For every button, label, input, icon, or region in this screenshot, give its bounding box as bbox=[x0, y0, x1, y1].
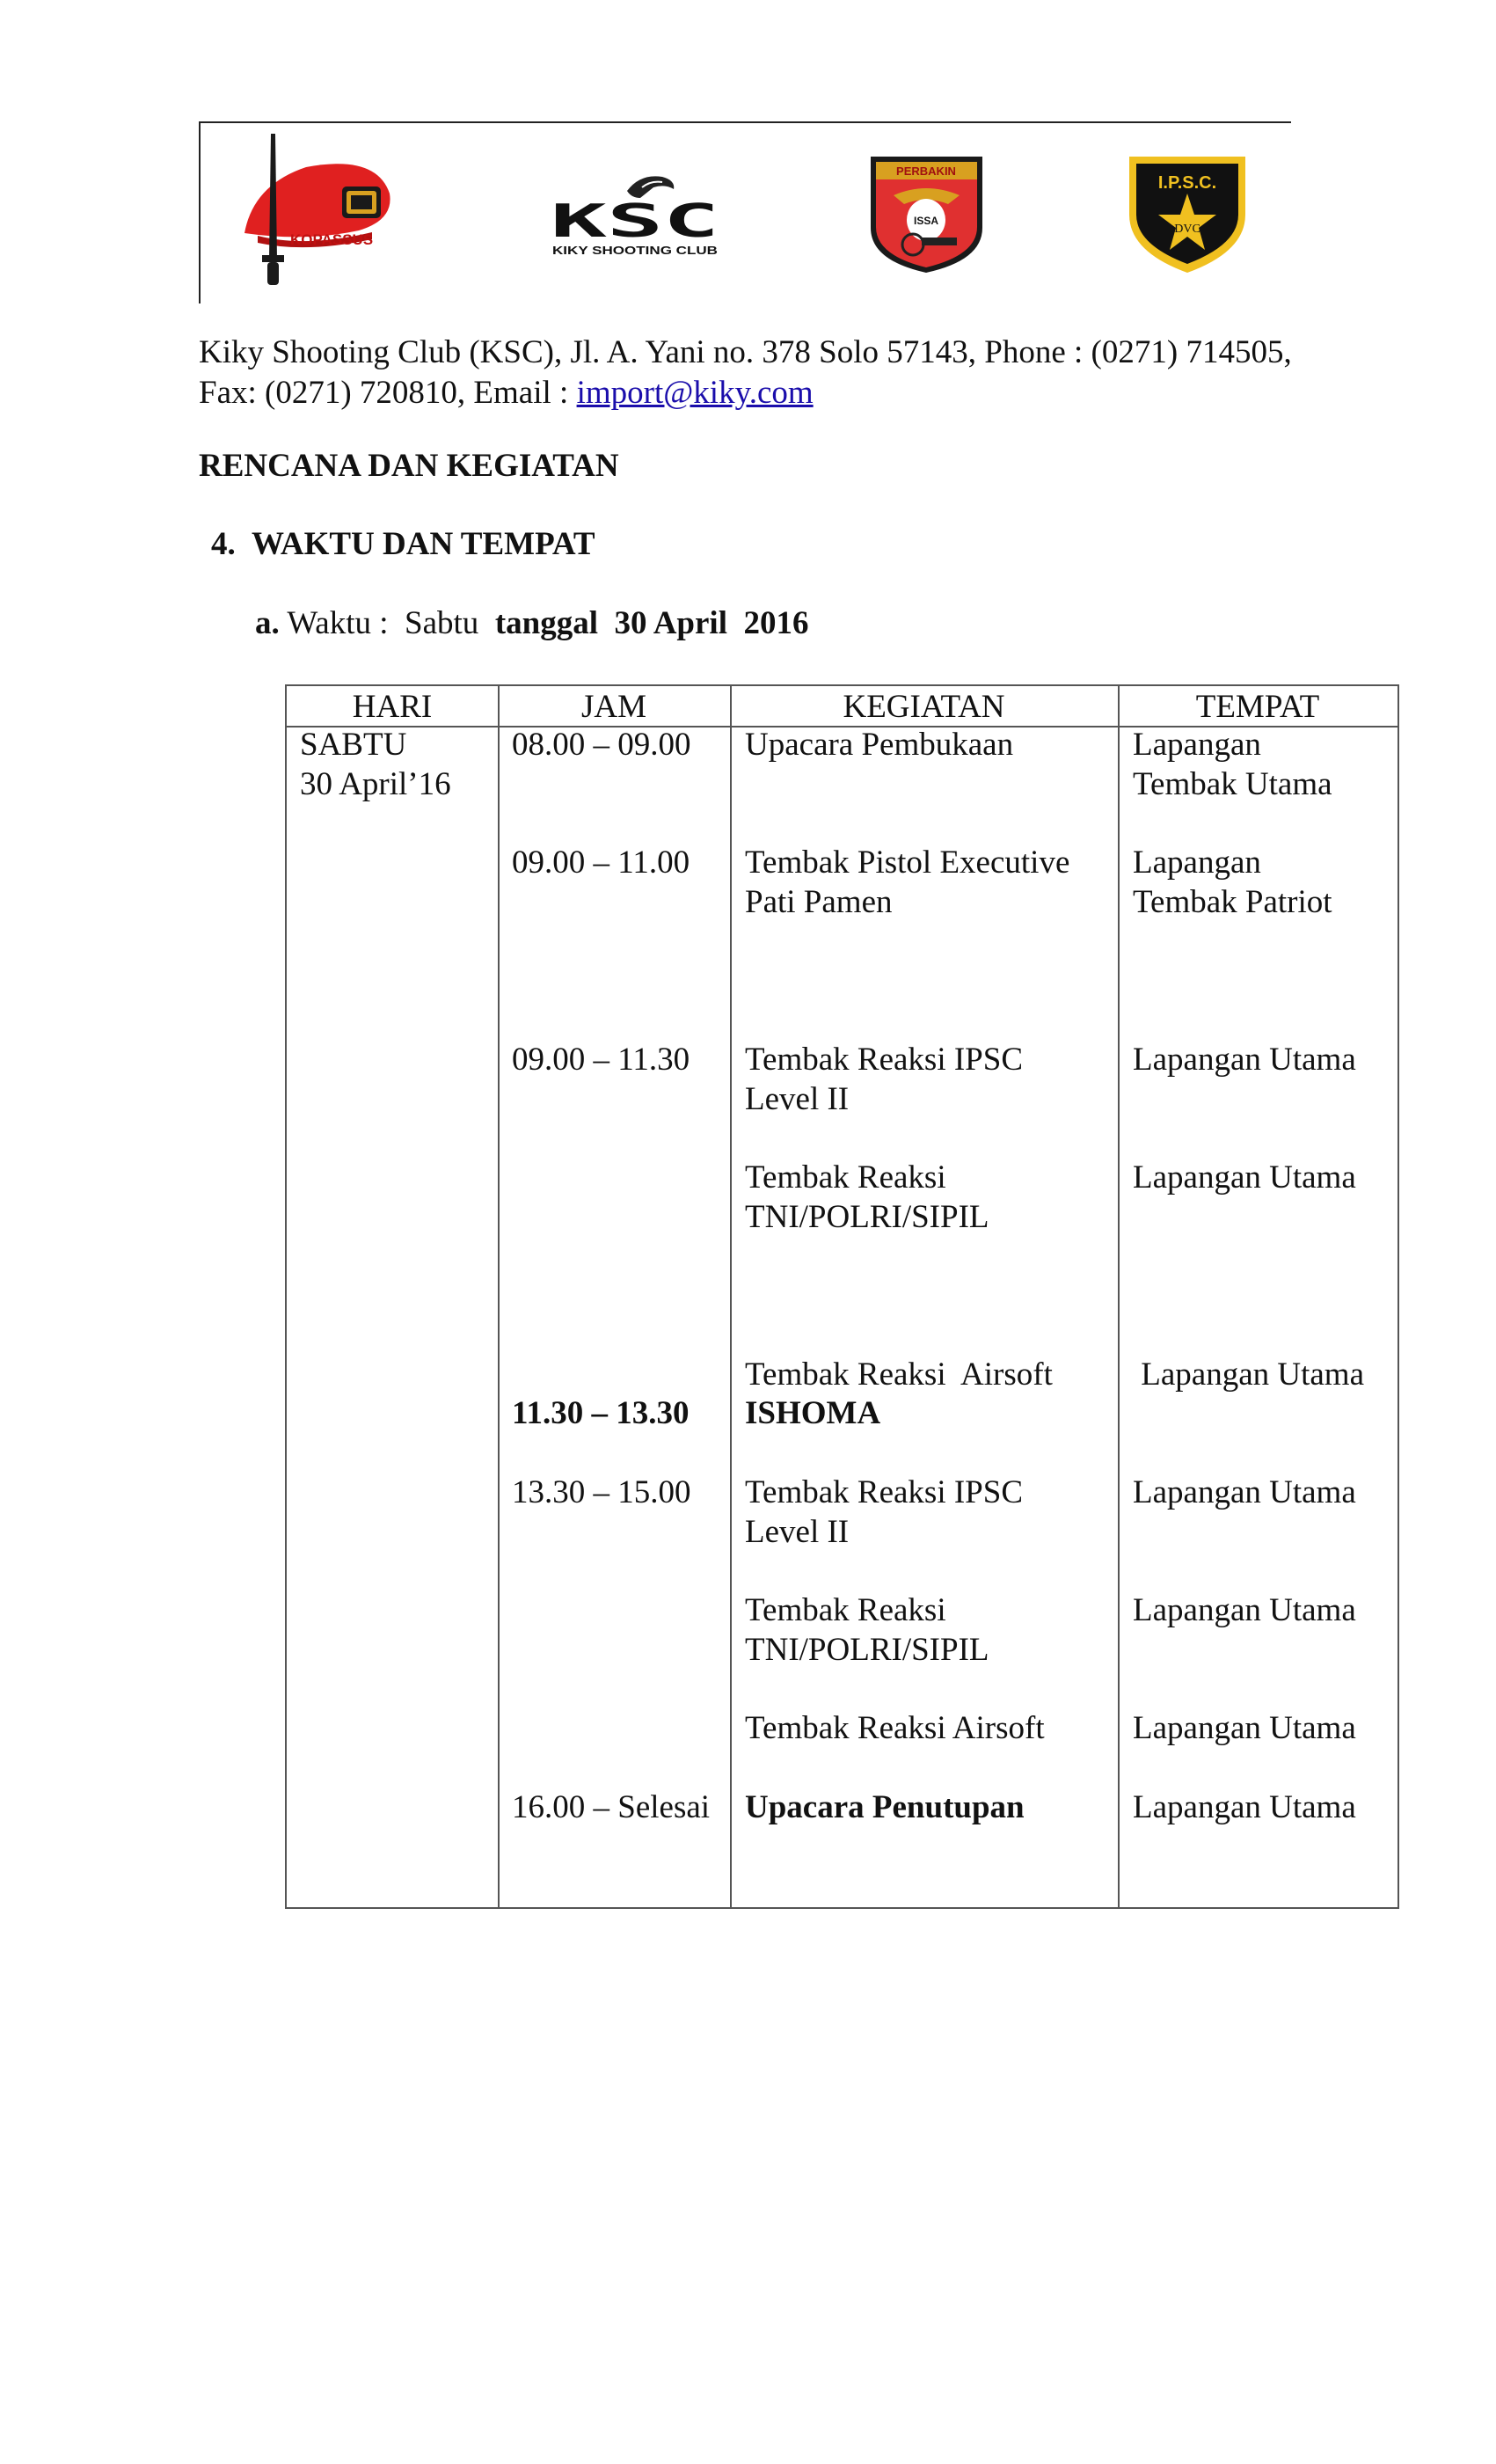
tempat-line: Lapangan Utama bbox=[1133, 1789, 1356, 1825]
hari-date: 30 April’16 bbox=[300, 766, 451, 802]
kopassus-logo-text: KOPASSUS bbox=[290, 231, 374, 248]
tempat-line: Lapangan Utama bbox=[1133, 1710, 1356, 1746]
tempat-cell bbox=[1133, 1473, 1356, 1512]
tempat-line: Lapangan Utama bbox=[1133, 1356, 1364, 1393]
section-heading bbox=[211, 525, 595, 563]
kegiatan-line: Tembak Reaksi Airsoft bbox=[745, 1710, 1045, 1746]
time-date: 30 April 2016 bbox=[614, 605, 809, 641]
perbakin-logo-subtext: ISSA bbox=[913, 215, 939, 227]
perbakin-logo bbox=[867, 153, 986, 276]
jam-cell: 09.00 – 11.00 bbox=[512, 844, 690, 881]
kegiatan-cell bbox=[745, 1393, 880, 1433]
time-text: Waktu : Sabtu bbox=[279, 605, 495, 641]
kegiatan-line: Tembak Reaksi bbox=[745, 1592, 946, 1628]
time-label: a. bbox=[255, 605, 280, 641]
column-header-hari: HARI bbox=[352, 689, 433, 725]
tempat-line: Lapangan Utama bbox=[1133, 1474, 1356, 1510]
ipsc-logo-text: I.P.S.C. bbox=[1157, 173, 1217, 193]
jam-cell: 08.00 – 09.00 bbox=[512, 727, 691, 763]
column-header-tempat: TEMPAT bbox=[1195, 689, 1320, 725]
tempat-line: Tembak Utama bbox=[1133, 766, 1332, 802]
jam-cell: 16.00 – Selesai bbox=[512, 1789, 711, 1825]
contact-address-line: Kiky Shooting Club (KSC), Jl. A. Yani no. 378 Solo 57143, Phone : (0271) 714505, bbox=[199, 334, 1292, 370]
email-link[interactable]: import@kiky.com bbox=[576, 375, 814, 411]
contact-fax-email-line bbox=[199, 373, 1368, 413]
jam-cell: 11.30 – 13.30 bbox=[512, 1395, 690, 1431]
kegiatan-cell bbox=[745, 1788, 1025, 1827]
kegiatan-line: Tembak Reaksi Airsoft bbox=[745, 1356, 1053, 1393]
tempat-line: Lapangan Utama bbox=[1133, 1042, 1356, 1078]
section-title: WAKTU DAN TEMPAT bbox=[252, 526, 595, 562]
kegiatan-line: Upacara Penutupan bbox=[745, 1789, 1025, 1825]
tempat-line: Tembak Patriot bbox=[1133, 884, 1332, 920]
ipsc-logo bbox=[1126, 153, 1249, 276]
column-divider bbox=[1118, 686, 1120, 1907]
column-header-kegiatan: KEGIATAN bbox=[843, 689, 1005, 725]
column-divider bbox=[730, 686, 732, 1907]
tempat-line: Lapangan Utama bbox=[1133, 1592, 1356, 1628]
kegiatan-line: Level II bbox=[745, 1081, 850, 1117]
contact-fax: Fax: (0271) 720810, Email : bbox=[199, 375, 577, 411]
time-tanggal: tanggal bbox=[494, 605, 598, 641]
jam-cell: 13.30 – 15.00 bbox=[512, 1474, 691, 1510]
hari-day: SABTU bbox=[300, 727, 407, 763]
kegiatan-cell bbox=[745, 1040, 1023, 1119]
kegiatan-line: Level II bbox=[745, 1514, 850, 1550]
tempat-cell bbox=[1133, 725, 1332, 804]
tempat-line: Lapangan bbox=[1133, 844, 1261, 881]
kegiatan-line: Pati Pamen bbox=[745, 884, 893, 920]
column-divider bbox=[498, 686, 500, 1907]
kegiatan-cell bbox=[745, 1276, 1053, 1473]
tempat-cell bbox=[1133, 1788, 1356, 1827]
kegiatan-cell bbox=[745, 725, 1013, 764]
kegiatan-line: Tembak Reaksi IPSC bbox=[745, 1042, 1023, 1078]
kegiatan-cell bbox=[745, 1590, 989, 1670]
contact-info bbox=[199, 333, 1368, 413]
kegiatan-line: TNI/POLRI/SIPIL bbox=[745, 1632, 989, 1668]
ipsc-logo-subtext: DVC bbox=[1174, 223, 1200, 236]
kegiatan-cell bbox=[745, 1473, 1023, 1552]
tempat-cell bbox=[1133, 1708, 1356, 1748]
kopassus-logo bbox=[227, 132, 403, 290]
document-title: RENCANA DAN KEGIATAN bbox=[199, 448, 619, 484]
time-line bbox=[255, 604, 809, 642]
kegiatan-line: TNI/POLRI/SIPIL bbox=[745, 1199, 989, 1235]
schedule-table bbox=[285, 684, 1399, 1909]
tempat-cell bbox=[1133, 1590, 1356, 1630]
ksc-logo-text: KSC bbox=[551, 195, 719, 248]
column-header-jam: JAM bbox=[580, 689, 647, 725]
ksc-logo bbox=[544, 172, 728, 260]
kegiatan-cell bbox=[745, 1158, 989, 1237]
jam-cell: 09.00 – 11.30 bbox=[512, 1042, 690, 1078]
tempat-cell bbox=[1133, 1276, 1364, 1473]
kegiatan-line: Tembak Reaksi bbox=[745, 1159, 946, 1195]
section-number: 4. bbox=[211, 526, 236, 562]
tempat-cell bbox=[1133, 1040, 1356, 1079]
kegiatan-line: Tembak Pistol Executive bbox=[745, 844, 1070, 881]
tempat-cell bbox=[1133, 1158, 1356, 1197]
tempat-line: Lapangan bbox=[1133, 727, 1261, 763]
tempat-cell bbox=[1133, 843, 1332, 922]
kegiatan-line: Tembak Reaksi IPSC bbox=[745, 1474, 1023, 1510]
kegiatan-line: ISHOMA bbox=[745, 1395, 881, 1431]
kegiatan-cell bbox=[745, 1708, 1045, 1748]
ksc-logo-subtext: KIKY SHOOTING CLUB bbox=[552, 244, 718, 257]
kegiatan-line: Upacara Pembukaan bbox=[745, 727, 1014, 763]
kegiatan-cell bbox=[745, 843, 1069, 922]
tempat-line: Lapangan Utama bbox=[1133, 1159, 1356, 1195]
hari-cell bbox=[300, 725, 451, 804]
perbakin-logo-text: PERBAKIN bbox=[896, 165, 956, 178]
letterhead-logos bbox=[199, 121, 1291, 303]
